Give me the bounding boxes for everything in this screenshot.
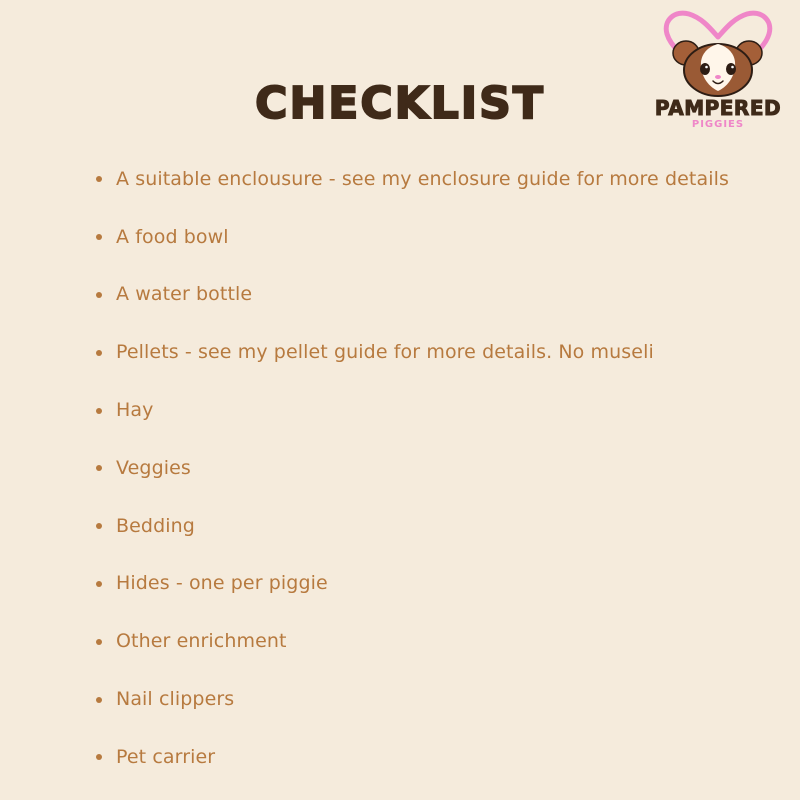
checklist-item-text: Hides - one per piggie [116,572,328,595]
checklist-item [96,497,776,555]
checklist-item [96,323,776,381]
bullet-icon [96,176,102,182]
brand-logo [636,8,800,154]
checklist-item-text: Nail clippers [116,688,235,711]
bullet-icon [96,292,102,298]
checklist [96,150,776,786]
bullet-icon [96,754,102,760]
checklist-item-text: Pellets - see my pellet guide for more details. No museli [116,341,654,364]
logo-subtitle: PIGGIES [691,119,745,130]
checklist-item-text: A food bowl [116,225,229,248]
guinea-pig-heart-icon [636,8,800,154]
bullet-icon [96,465,102,471]
checklist-item-text: Other enrichment [116,630,287,653]
checklist-item-text: Pet carrier [116,745,216,768]
checklist-item-text: Bedding [116,514,195,537]
bullet-icon [96,581,102,587]
bullet-icon [96,639,102,645]
checklist-item [96,266,776,324]
checklist-item-text: Hay [116,399,154,422]
bullet-icon [96,350,102,356]
checklist-item [96,381,776,439]
checklist-item [96,439,776,497]
bullet-icon [96,523,102,529]
checklist-item [96,612,776,670]
checklist-item-text: Veggies [116,456,191,479]
bullet-icon [96,697,102,703]
bullet-icon [96,408,102,414]
page-title: CHECKLIST [255,78,545,129]
checklist-item [96,555,776,613]
logo-wordmark: PAMPERED [654,96,782,120]
checklist-item [96,670,776,728]
checklist-item-text: A suitable enclousure - see my enclosure guide for more details [116,167,729,190]
checklist-item [96,150,776,208]
bullet-icon [96,234,102,240]
checklist-item [96,208,776,266]
checklist-item-text: A water bottle [116,283,253,306]
checklist-item [96,728,776,786]
